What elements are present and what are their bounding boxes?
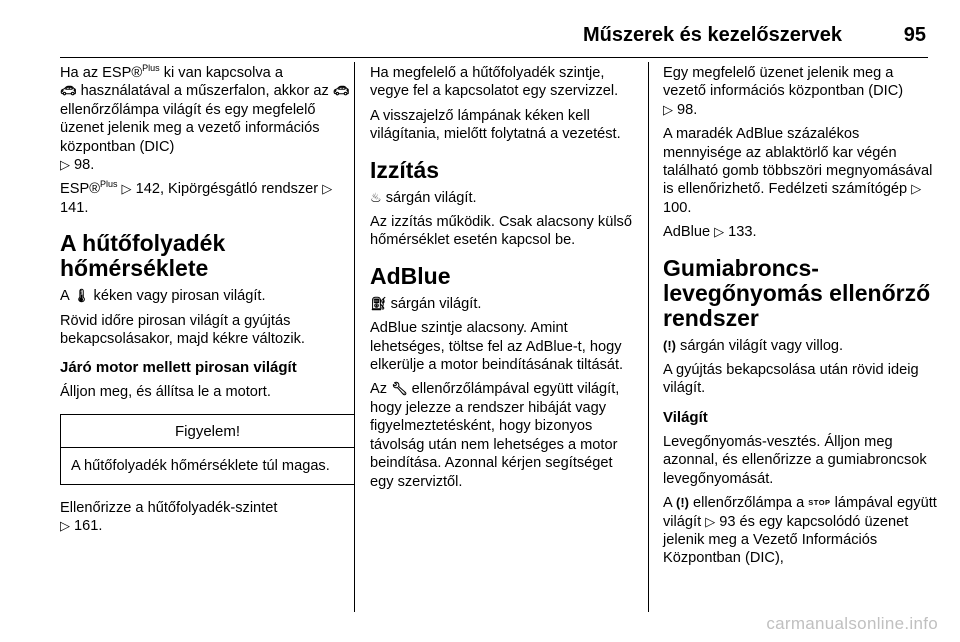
adblue-ref-text: AdBlue ▷ 133. <box>663 224 757 241</box>
page-ref-arrow-icon: ▷ <box>121 181 132 197</box>
page-ref-link[interactable]: 141. <box>60 199 89 216</box>
page-ref-arrow-icon: ▷ <box>60 157 70 173</box>
column-2 <box>370 64 638 497</box>
lit-heading: Világít <box>663 408 708 426</box>
stop-icon: STOP <box>808 498 831 508</box>
tyre-pressure-icon: (!) <box>663 337 676 353</box>
adblue-icon: ⛽︎ <box>370 295 387 311</box>
coolant-temperature-icon: 🌡︎ <box>72 288 90 304</box>
dic-message-text: Egy megfelelő üzenet jelenik meg a vezető információs központban (DIC) ▷ 98. <box>663 65 904 118</box>
page-ref-arrow-icon: ▷ <box>714 224 725 240</box>
check-coolant-text: Ellenőrizze a hűtőfolyadék-szintet ▷ 161. <box>60 499 278 535</box>
service-wrench-icon: 🔧︎ <box>391 381 408 397</box>
page-ref-link[interactable]: 100. <box>663 199 692 216</box>
glow-description: Az izzítás működik. Csak alacsony külső hőmérséklet esetén kapcsol be. <box>370 214 632 249</box>
page-ref-arrow-icon: ▷ <box>911 181 922 197</box>
tpms-indicator-text: (!) sárgán világít vagy villog. <box>663 337 844 354</box>
esp-off-icon: 🚗︎ <box>60 83 77 99</box>
adblue-percent-text: A maradék AdBlue százalékos mennyisége az ablaktörlő kar végén található gomb többszöri megnyomásával is ellenőrizhető. Fedélzeti számítógép ▷ 100. <box>663 126 933 216</box>
tpms-heading: Gumiabroncs- levegőnyomás ellenőrző rendszer <box>663 254 931 331</box>
coolant-indicator-text: A 🌡︎ kéken vagy pirosan világít. <box>60 288 266 305</box>
blue-lamp-text: A visszajelző lámpának kéken kell világítania, mielőtt folytatná a vezetést. <box>370 107 621 143</box>
glow-indicator-text: ♨︎ sárgán világít. <box>370 189 477 206</box>
page-ref-arrow-icon: ▷ <box>663 101 673 117</box>
page-ref-link[interactable]: 98. <box>673 101 698 118</box>
stop-engine-text: Álljon meg, és állítsa le a motort. <box>60 384 271 401</box>
page-header <box>60 18 928 58</box>
running-engine-heading: Járó motor mellett pirosan világít <box>60 359 297 377</box>
adblue-fault-text: Az 🔧︎ ellenőrzőlámpával együtt világít, hogy jelezze a rendszer hibáját vagy figyelmeztetésként, hogy bizonyos távolság után nem lehetséges a motor beindítása. Azonnal kérjen segítséget egy szerviztől. <box>370 381 620 490</box>
tpms-stop-text: A (!) ellenőrzőlámpa a STOP lámpával együtt világít ▷ 93 és egy kapcsolódó üzenet jelenik meg a Vezető Információs Központban (DIC), <box>663 495 937 567</box>
warning-box <box>60 414 355 485</box>
chapter-title: Műszerek és kezelőszervek <box>582 24 842 46</box>
page-ref-arrow-icon: ▷ <box>60 518 70 534</box>
watermark: carmanualsonline.info <box>766 614 938 633</box>
adblue-heading: AdBlue <box>370 262 451 289</box>
pressure-loss-text: Levegőnyomás-vesztés. Álljon meg azonnal, és ellenőrizze a gumiabroncsok levegőnyomását. <box>663 433 927 487</box>
warning-box-title: Figyelem! <box>61 415 354 448</box>
coolant-service-text: Ha megfelelő a hűtőfolyadék szintje, vegye fel a kapcsolatot egy szervizzel. <box>370 65 619 100</box>
column-3 <box>663 64 939 574</box>
page-number: 95 <box>903 24 926 46</box>
adblue-low-text: AdBlue szintje alacsony. Amint lehetséges, töltse fel az AdBlue-t, hogy elkerülje a motor beindításának tiltását. <box>370 320 624 374</box>
column-divider-left <box>354 62 355 612</box>
column-divider-right <box>648 62 649 612</box>
coolant-heading: A hűtőfolyadék hőmérséklete <box>60 230 226 282</box>
page-ref-link[interactable]: 142, Kipörgésgátló rendszer <box>131 181 319 198</box>
page-ref-arrow-icon: ▷ <box>322 181 333 197</box>
page-ref-link[interactable]: 133. <box>724 224 757 241</box>
tyre-pressure-icon: (!) <box>675 495 689 511</box>
warning-box-body: A hűtőfolyadék hőmérséklete túl magas. <box>71 458 330 475</box>
coolant-startup-text: Rövid időre pirosan világít a gyújtás bekapcsolásakor, majd kékre változik. <box>60 312 305 348</box>
page-ref-link[interactable]: 98. <box>70 157 95 174</box>
tpms-startup-text: A gyújtás bekapcsolása után rövid ideig világít. <box>663 362 919 397</box>
page-ref-arrow-icon: ▷ <box>705 513 716 529</box>
page-ref-link[interactable]: 161. <box>70 518 103 535</box>
esp-off-icon: 🚗︎ <box>332 83 350 99</box>
adblue-indicator-text: ⛽︎ sárgán világít. <box>370 295 482 312</box>
glow-heading: Izzítás <box>370 156 440 183</box>
glow-plug-icon: ♨︎ <box>370 189 382 205</box>
column-1 <box>60 64 354 542</box>
esp-ref-paragraph: ESP®$^{Plus}$ ▷ 142, Kipörgésgátló rendszer ▷ 141. <box>60 179 333 216</box>
esp-paragraph: Ha az ESP®$^{Plus}$ ki van kapcsolva a 🚗︎ használatával a műszerfalon, akkor az 🚗︎ ellenőrzőlámpa világít és egy megfelelő üzenet jelenik meg a vezető információs központban (DIC) ▷ 98. <box>60 63 350 174</box>
